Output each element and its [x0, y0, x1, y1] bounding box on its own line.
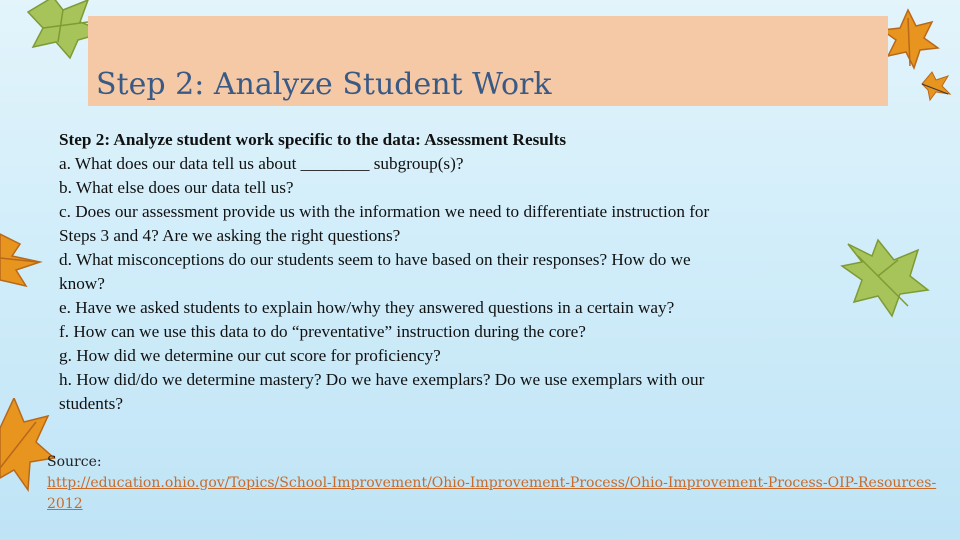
- page-title: Step 2: Analyze Student Work: [96, 67, 552, 102]
- body-line: b. What else does our data tell us?: [59, 178, 294, 197]
- body-heading: Step 2: Analyze student work specific to the data: Assessment Results: [59, 130, 567, 149]
- body-line: h. How did/do we determine mastery? Do we have exemplars? Do we use exemplars with our: [59, 370, 705, 389]
- leaf-icon: [0, 228, 48, 300]
- body-text: [59, 128, 839, 416]
- title-banner: [88, 16, 888, 106]
- body-line: c. Does our assessment provide us with the information we need to differentiate instruction for: [59, 202, 710, 221]
- leaf-icon: [880, 8, 940, 72]
- source-note: [47, 452, 937, 515]
- body-line: d. What misconceptions do our students seem to have based on their responses? How do we: [59, 250, 691, 269]
- body-line: g. How did we determine our cut score for proficiency?: [59, 346, 441, 365]
- body-line: Steps 3 and 4? Are we asking the right questions?: [59, 226, 401, 245]
- body-line: students?: [59, 394, 123, 413]
- leaf-icon: [838, 236, 930, 320]
- source-link[interactable]: http://education.ohio.gov/Topics/School-Improvement/Ohio-Improvement-Process/Ohio-Improvement-Process-OIP-Resources-2012: [47, 475, 937, 512]
- body-line: f. How can we use this data to do “preventative” instruction during the core?: [59, 322, 586, 341]
- body-line: e. Have we asked students to explain how/why they answered questions in a certain way?: [59, 298, 675, 317]
- source-label: Source:: [47, 454, 102, 470]
- body-line: a. What does our data tell us about ________ subgroup(s)?: [59, 154, 464, 173]
- leaf-icon: [918, 68, 952, 102]
- body-line: know?: [59, 274, 105, 293]
